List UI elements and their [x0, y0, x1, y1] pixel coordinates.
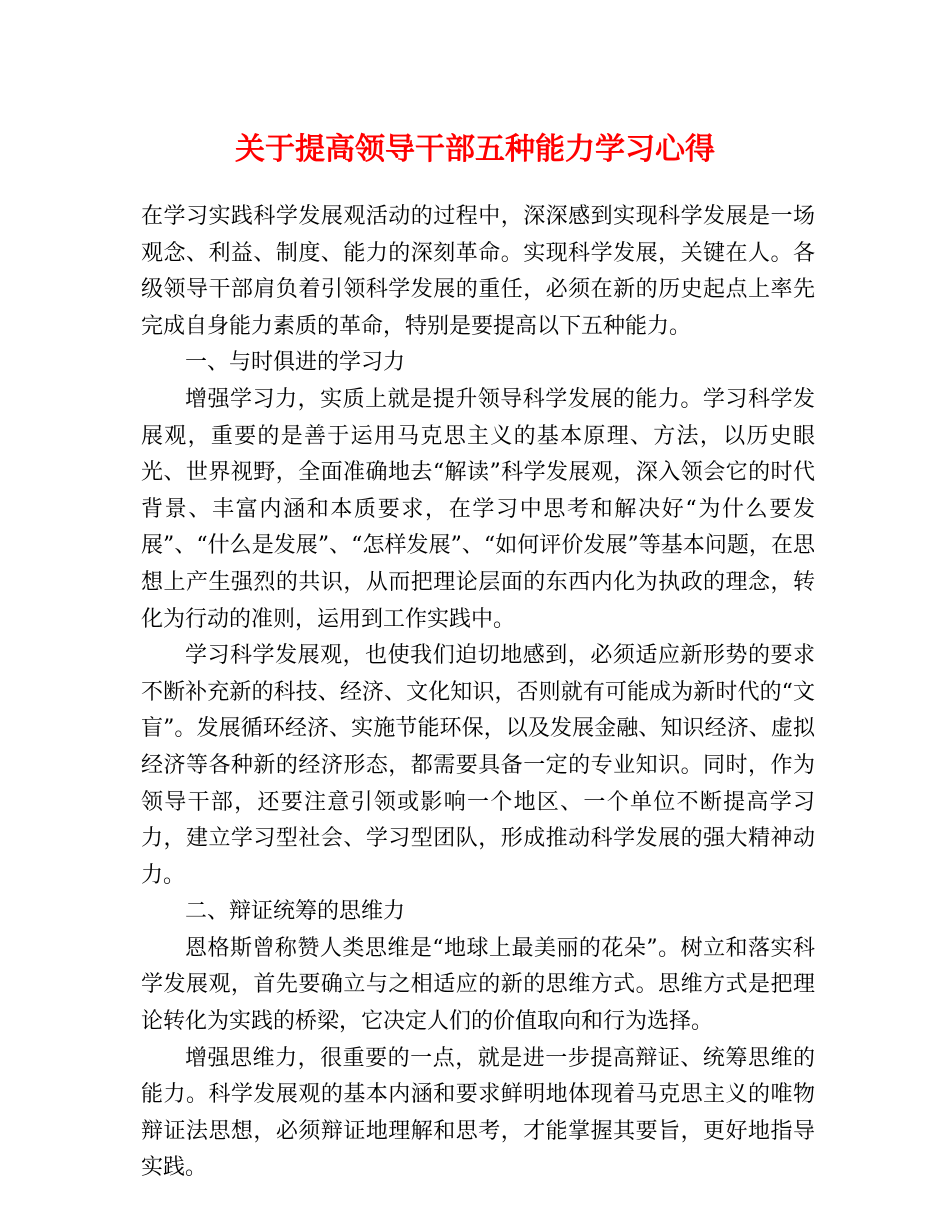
section-heading-learning: 一、与时俱进的学习力: [185, 350, 406, 376]
intro-paragraph: 在学习实践科学发展观活动的过程中，深深感到实现科学发展是一场观念、利益、制度、能力的深刻革命。实现科学发展，关键在人。各级领导干部肩负着引领科学发展的重任，必须在新的历史起点上率先完成自身能力素质的革命，特别是要提高以下五种能力。: [141, 204, 815, 339]
section-heading-thinking: 二、辩证统筹的思维力: [185, 899, 406, 925]
body-paragraph: 学习科学发展观，也使我们迫切地感到，必须适应新形势的要求不断补充新的科技、经济、文化知识，否则就有可能成为新时代的“文盲”。发展循环经济、实施节能环保，以及发展金融、知识经济、虚拟经济等各种新的经济形态，都需要具备一定的专业知识。同时，作为领导干部，还要注意引领或影响一个地区、一个单位不断提高学习力，建立学习型社会、学习型团队，形成推动科学发展的强大精神动力。: [141, 643, 815, 888]
body-paragraph: 增强思维力，很重要的一点，就是进一步提高辩证、统筹思维的能力。科学发展观的基本内涵和要求鲜明地体现着马克思主义的唯物辩证法思想，必须辩证地理解和思考，才能掌握其要旨，更好地指导实践。: [141, 1045, 815, 1181]
body-paragraph: 恩格斯曾称赞人类思维是“地球上最美丽的花朵”。树立和落实科学发展观，首先要确立与之相适应的新的思维方式。思维方式是把理论转化为实践的桥梁，它决定人们的价值取向和行为选择。: [141, 935, 815, 1035]
body-paragraph: 增强学习力，实质上就是提升领导科学发展的能力。学习科学发展观，重要的是善于运用马克思主义的基本原理、方法，以历史眼光、世界视野，全面准确地去“解读”科学发展观，深入领会它的时代背景、丰富内涵和本质要求，在学习中思考和解决好“为什么要发展”、“什么是发展”、“怎样发展”、“如何评价发展”等基本问题，在思想上产生强烈的共识，从而把理论层面的东西内化为执政的理念，转化为行动的准则，运用到工作实践中。: [141, 386, 815, 632]
document-title: 关于提高领导干部五种能力学习心得: [235, 132, 715, 167]
document-body: [141, 199, 815, 1187]
